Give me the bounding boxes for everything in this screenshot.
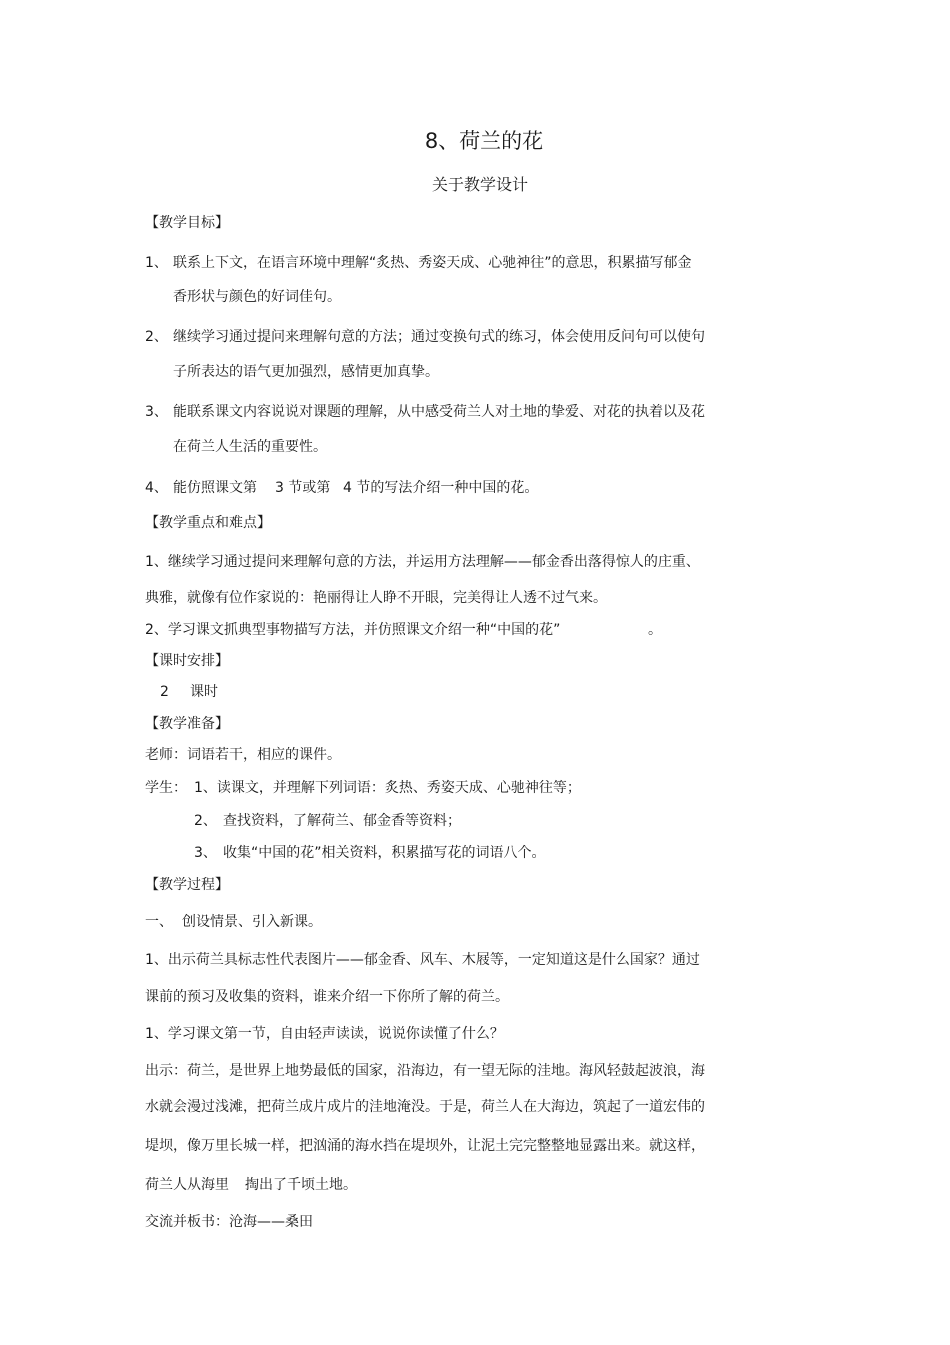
goal-3-line-2: 在荷兰人生活的重要性。: [173, 439, 327, 455]
process-part-1-number: 一、: [145, 914, 173, 930]
goal-4-number: 4、: [145, 480, 168, 496]
prep-student-1: 1、读课文，并理解下列词语：炙热、秀姿天成、心驰神往等；: [194, 780, 581, 796]
show-text-line-2: 水就会漫过浅滩，把荷兰成片成片的洼地淹没。于是，荷兰人在大海边，筑起了一道宏伟的: [145, 1099, 705, 1115]
process-step-2: 1、学习课文第一节，自由轻声读读，说说你读懂了什么？: [145, 1026, 504, 1042]
goal-2-number: 2、: [145, 329, 168, 345]
goal-2-line-1: 继续学习通过提问来理解句意的方法；通过变换句式的练习，体会使用反问句可以使句: [173, 329, 705, 345]
goal-3-number: 3、: [145, 404, 168, 420]
prep-student-2: 查找资料，了解荷兰、郁金香等资料；: [223, 813, 461, 829]
process-part-1-title: 创设情景、引入新课。: [182, 914, 322, 930]
process-step-1-line-2: 课前的预习及收集的资料，谁来介绍一下你所了解的荷兰。: [145, 989, 509, 1005]
prep-student-3: 收集“中国的花”相关资料，积累描写花的词语八个。: [223, 845, 546, 861]
show-text-line-4-b: 掏出了千顷土地。: [245, 1177, 357, 1193]
page-title: 8、荷兰的花: [424, 129, 544, 153]
keypoints-heading: 【教学重点和难点】: [145, 515, 271, 531]
prep-student-3-number: 3、: [194, 845, 217, 861]
board-writing: 交流并板书：沧海——桑田: [145, 1214, 313, 1230]
prep-student-2-number: 2、: [194, 813, 217, 829]
goal-2-line-2: 子所表达的语气更加强烈，感情更加真挚。: [173, 364, 439, 380]
keypoint-2-text: 2、学习课文抓典型事物描写方法，并仿照课文介绍一种“中国的花”: [145, 622, 561, 638]
keypoint-2-end: 。: [648, 622, 662, 638]
goal-1-number: 1、: [145, 255, 168, 271]
prep-student-label: 学生：: [145, 780, 187, 796]
goal-1-line-2: 香形状与颜色的好词佳句。: [173, 289, 341, 305]
show-text-line-1: 出示：荷兰，是世界上地势最低的国家，沿海边，有一望无际的洼地。海风轻鼓起波浪，海: [145, 1063, 705, 1079]
goal-4-text-b: 3 节或第: [275, 480, 331, 496]
schedule-heading: 【课时安排】: [145, 653, 229, 669]
goal-4-text-c: 4 节的写法介绍一种中国的花。: [343, 480, 539, 496]
show-text-line-3: 堤坝，像万里长城一样，把汹涌的海水挡在堤坝外，让泥土完完整整地显露出来。就这样，: [145, 1138, 705, 1154]
goals-heading: 【教学目标】: [145, 215, 229, 231]
process-step-1-line-1: 1、出示荷兰具标志性代表图片——郁金香、风车、木屐等，一定知道这是什么国家？通过: [145, 952, 700, 968]
keypoint-1-line-1: 1、继续学习通过提问来理解句意的方法，并运用方法理解——郁金香出落得惊人的庄重、: [145, 554, 700, 570]
goal-4-text-a: 能仿照课文第: [173, 480, 257, 496]
schedule-unit: 课时: [190, 684, 218, 700]
keypoint-1-line-2: 典雅，就像有位作家说的：艳丽得让人睁不开眼，完美得让人透不过气来。: [145, 590, 607, 606]
prep-teacher: 老师：词语若干，相应的课件。: [145, 747, 341, 763]
prep-heading: 【教学准备】: [145, 716, 229, 732]
page-subtitle: 关于教学设计: [431, 175, 528, 194]
goal-1-line-1: 联系上下文，在语言环境中理解“炙热、秀姿天成、心驰神往”的意思，积累描写郁金: [173, 255, 692, 271]
schedule-count: 2: [160, 684, 169, 700]
goal-3-line-1: 能联系课文内容说说对课题的理解，从中感受荷兰人对土地的挚爱、对花的执着以及花: [173, 404, 705, 420]
process-heading: 【教学过程】: [145, 877, 229, 893]
show-text-line-4-a: 荷兰人从海里: [145, 1177, 229, 1193]
